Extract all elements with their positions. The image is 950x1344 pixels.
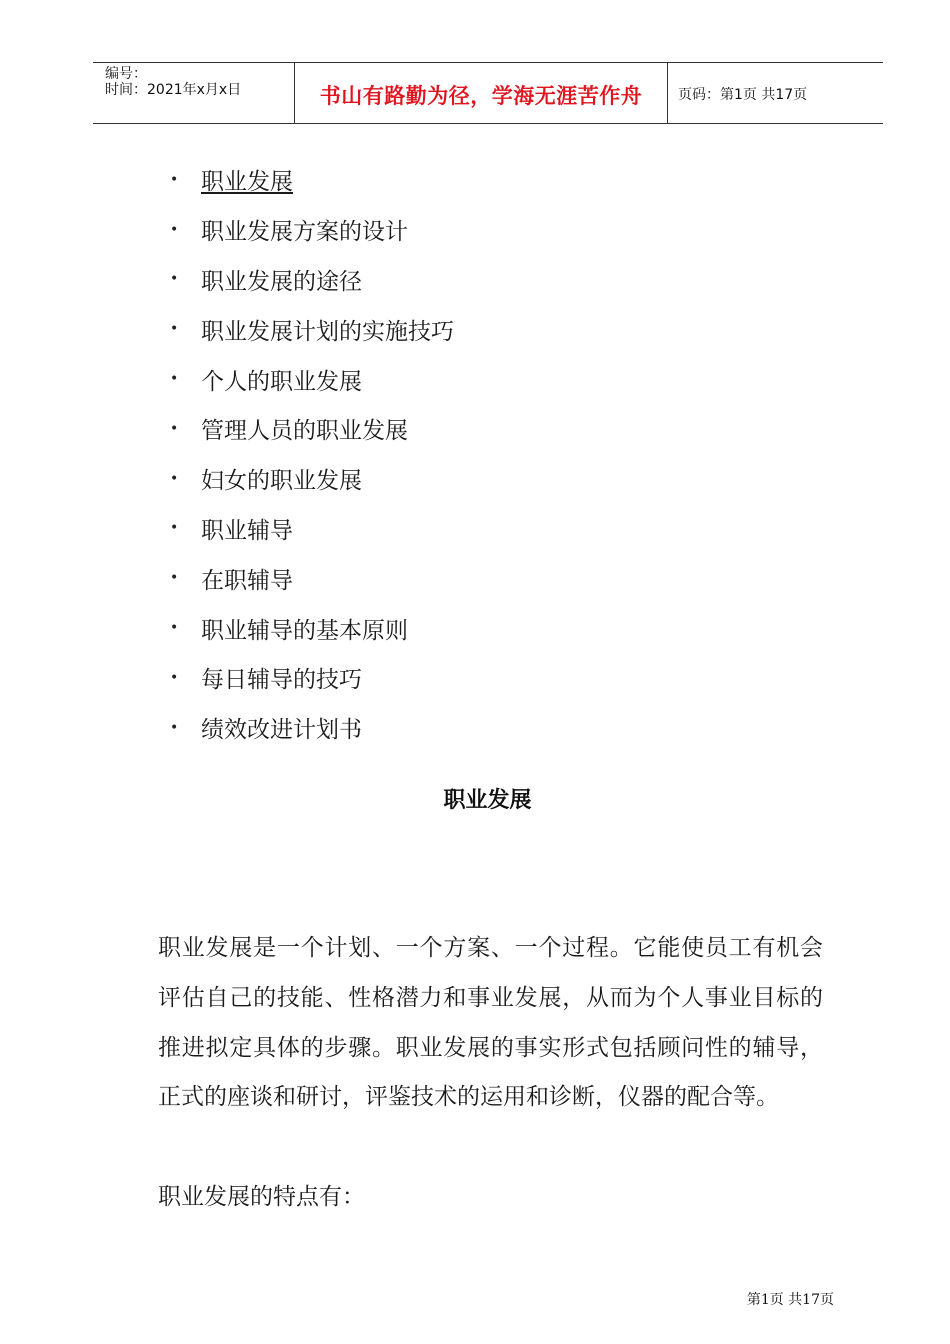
- bullet-icon: •: [170, 570, 179, 587]
- toc-item: [170, 354, 454, 404]
- toc-item[interactable]: [170, 155, 454, 205]
- toc-item-label: 绩效改进计划书: [201, 717, 362, 744]
- table-of-contents: [170, 155, 454, 753]
- toc-item: [170, 255, 454, 305]
- header-motto: 书山有路勤为径，学海无涯苦作舟: [319, 84, 643, 108]
- bullet-icon: •: [170, 321, 179, 338]
- toc-item-label: 职业发展的途径: [201, 268, 362, 295]
- header-divider: [667, 63, 668, 123]
- toc-item-label: 职业发展方案的设计: [201, 219, 408, 246]
- header-page-info: 页码：第1页 共17页: [678, 87, 808, 103]
- page-footer: 第1页 共17页: [746, 1292, 834, 1308]
- document-number-label: 编号：: [105, 66, 147, 82]
- toc-item: [170, 404, 454, 454]
- bullet-icon: •: [170, 719, 179, 736]
- bullet-icon: •: [170, 620, 179, 637]
- toc-item-label: 个人的职业发展: [201, 368, 362, 395]
- bullet-icon: •: [170, 669, 179, 686]
- body-paragraph: 职业发展是一个计划、一个方案、一个过程。它能使员工有机会评估自己的技能、性格潜力和事业发展，从而为个人事业目标的推进拟定具体的步骤。职业发展的事实形式包括顾问性的辅导，正式的座谈和研讨，评鉴技术的运用和诊断，仪器的配合等。: [158, 935, 823, 1111]
- toc-item: [170, 304, 454, 354]
- header-meta: [105, 66, 295, 98]
- toc-item-label: 每日辅导的技巧: [201, 667, 362, 694]
- toc-item-label: 职业发展计划的实施技巧: [201, 318, 454, 345]
- bullet-icon: •: [170, 271, 179, 288]
- toc-item: [170, 504, 454, 554]
- bullet-icon: •: [170, 371, 179, 388]
- section-title: 职业发展: [443, 788, 532, 813]
- toc-item: [170, 603, 454, 653]
- toc-item-label: 职业辅导: [201, 517, 293, 544]
- features-intro: 职业发展的特点有：: [158, 1184, 365, 1210]
- bullet-icon: •: [170, 171, 179, 188]
- toc-item: [170, 703, 454, 753]
- toc-item: [170, 653, 454, 703]
- toc-item-label: 妇女的职业发展: [201, 468, 362, 495]
- document-time-label: 时间：2021年x月x日: [105, 82, 242, 98]
- bullet-icon: •: [170, 420, 179, 437]
- toc-item-label: 在职辅导: [201, 567, 293, 594]
- toc-item: [170, 454, 454, 504]
- toc-item: [170, 205, 454, 255]
- bullet-icon: •: [170, 520, 179, 537]
- bullet-icon: •: [170, 470, 179, 487]
- toc-item-label: 职业辅导的基本原则: [201, 617, 408, 644]
- page-header: [93, 62, 883, 124]
- bullet-icon: •: [170, 221, 179, 238]
- toc-item-label: 管理人员的职业发展: [201, 418, 408, 445]
- toc-item: [170, 553, 454, 603]
- toc-item-label[interactable]: 职业发展: [201, 169, 293, 196]
